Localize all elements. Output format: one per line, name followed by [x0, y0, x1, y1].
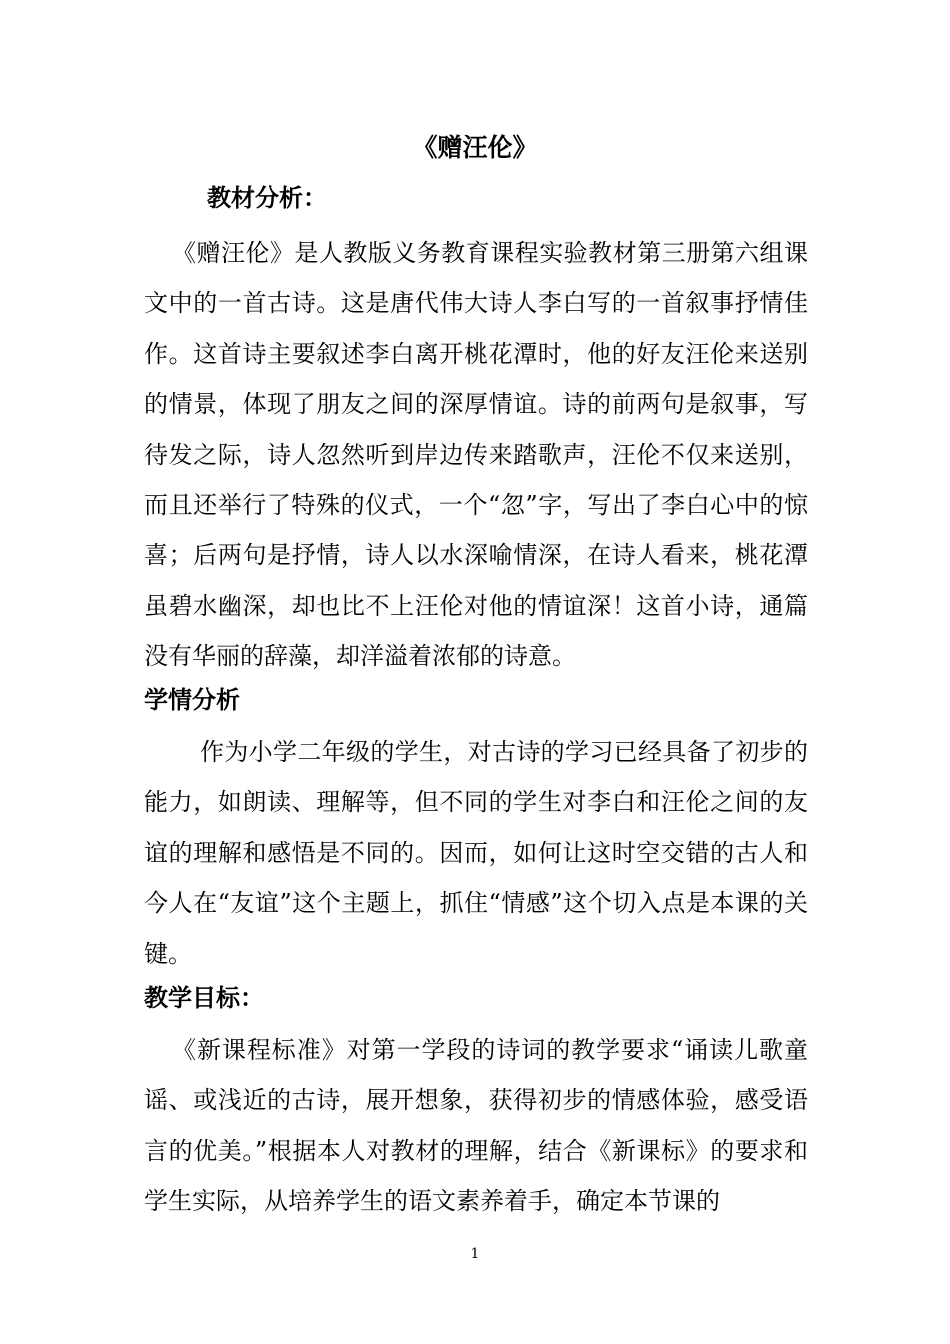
document-title: 《赠汪伦》: [412, 133, 538, 162]
page-number: 1: [470, 1246, 480, 1262]
section-heading-textbook-analysis: 教材分析：: [207, 183, 327, 212]
section-paragraph-student-analysis: 作为小学二年级的学生，对古诗的学习已经具备了初步的能力，如朗读、理解等，但不同的学生对李白和汪伦之间的友谊的理解和感悟是不同的。因而，如何让这时空交错的古人和今人在“友谊”这个主题上，抓住“情感”这个切入点是本课的关键。: [144, 738, 808, 968]
section-heading-teaching-goals: 教学目标：: [144, 983, 264, 1012]
section-paragraph-textbook-analysis: 《赠汪伦》是人教版义务教育课程实验教材第三册第六组课文中的一首古诗。这是唐代伟大诗人李白写的一首叙事抒情佳作。这首诗主要叙述李白离开桃花潭时，他的好友汪伦来送别的情景，体现了朋友之间的深厚情谊。诗的前两句是叙事，写待发之际，诗人忽然听到岸边传来踏歌声，汪伦不仅来送别，而且还举行了特殊的仪式，一个“忽”字，写出了李白心中的惊喜；后两句是抒情，诗人以水深喻情深，在诗人看来，桃花潭虽碧水幽深，却也比不上汪伦对他的情谊深！这首小诗，通篇没有华丽的辞藻，却洋溢着浓郁的诗意。: [144, 239, 808, 671]
section-paragraph-teaching-goals: 《新课程标准》对第一学段的诗词的教学要求“诵读儿歌童谣、或浅近的古诗，展开想象，获得初步的情感体验，感受语言的优美。”根据本人对教材的理解，结合《新课标》的要求和学生实际，从培养学生的语文素养着手，确定本节课的: [144, 1036, 808, 1216]
section-heading-student-analysis: 学情分析: [144, 685, 240, 714]
